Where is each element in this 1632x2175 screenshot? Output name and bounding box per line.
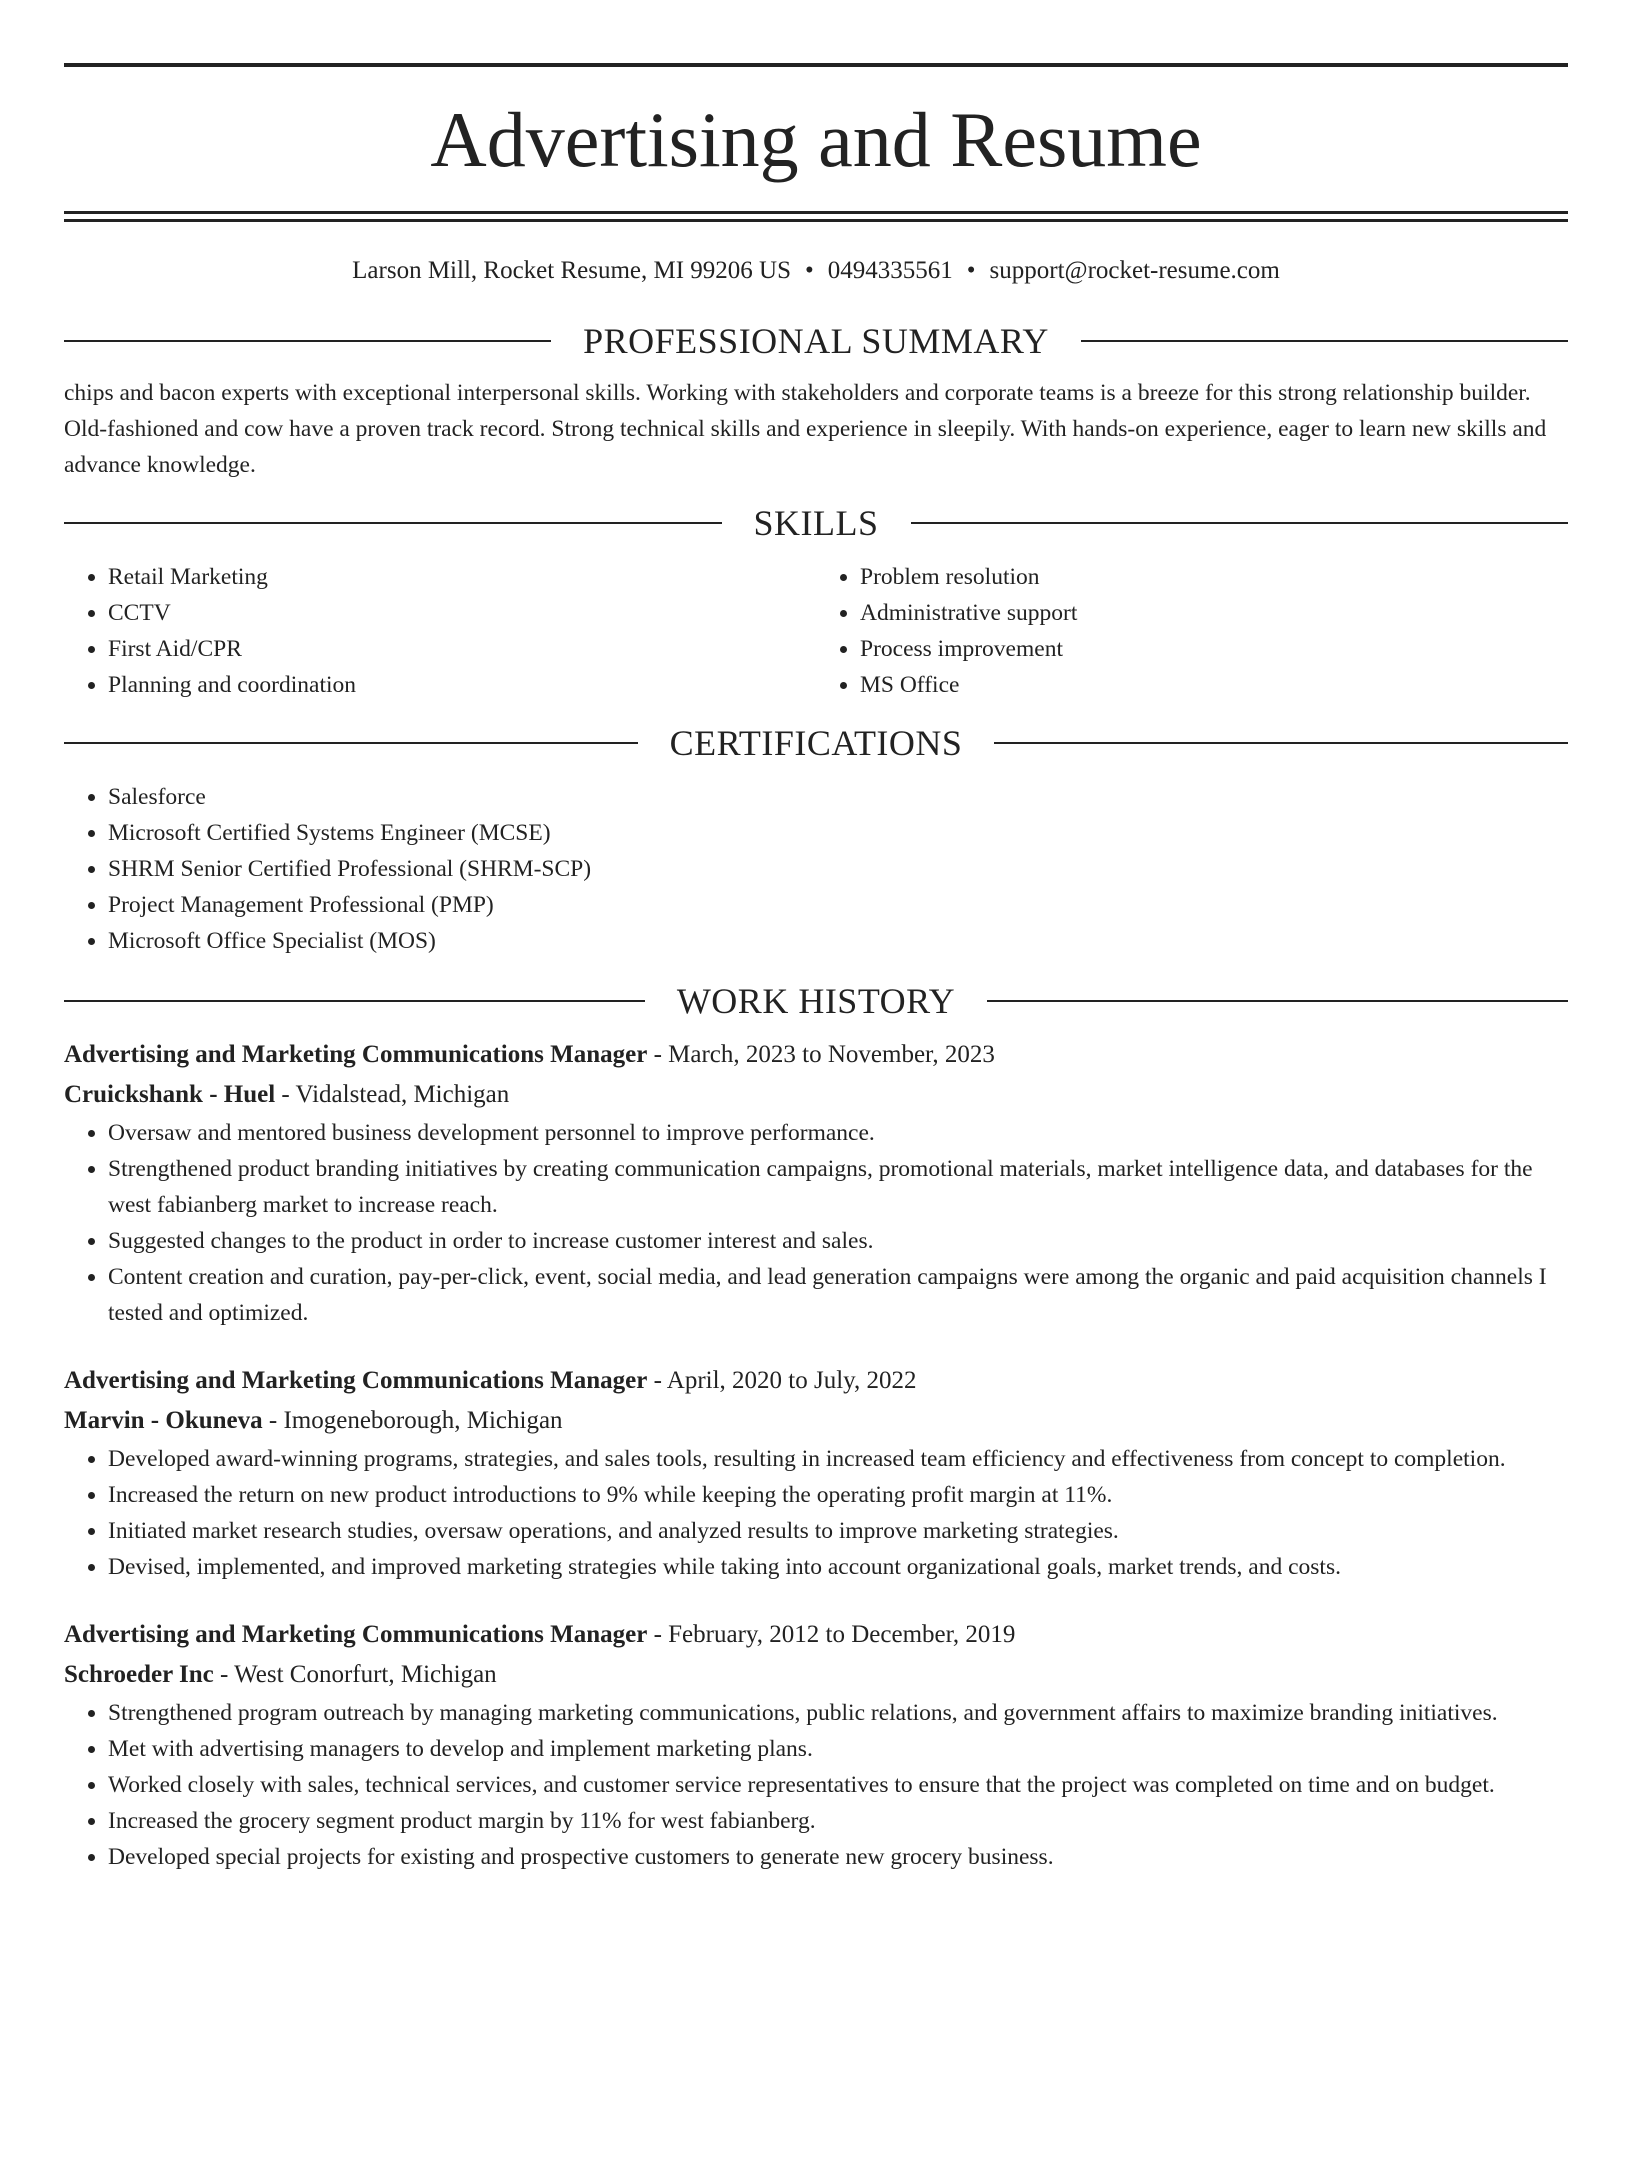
skill-item: • MS Office [860,667,1568,703]
heading-rule [911,522,1569,524]
dash: - [213,1661,235,1688]
heading-rule [994,742,1568,744]
dash: - [275,1081,296,1108]
job-bullet: • Increased the return on new product introductions to 9% while keeping the operating profit margin at 11%. [108,1477,1568,1513]
contact-separator: • [805,257,814,284]
job-bullet: • Oversaw and mentored business development personnel to improve performance. [108,1115,1568,1151]
job-location: Imogeneborough, Michigan [283,1407,563,1434]
contact-separator: • [966,257,976,284]
job-bullets [64,1441,1568,1585]
job-location: West Conorfurt, Michigan [234,1661,497,1688]
job-title-line [64,1035,1568,1075]
heading-rule [64,340,551,342]
dash: - [647,1041,669,1068]
dash: - [262,1407,284,1434]
section-title: PROFESSIONAL SUMMARY [583,321,1049,361]
job-bullets [64,1115,1568,1331]
job-title: Advertising and Marketing Communications Manager [64,1041,648,1068]
heading-rule [1081,340,1568,342]
job-bullet: • Devised, implemented, and improved marketing strategies while taking into account organizational goals, market trends, and costs. [108,1549,1568,1585]
heading-rule [987,1000,1568,1002]
certifications-list [64,779,1568,959]
job-bullet: • Developed award-winning programs, strategies, and sales tools, resulting in increased team efficiency and effectiveness from concept to completion. [108,1441,1568,1477]
skill-item: • CCTV [108,595,816,631]
job-bullets [64,1695,1568,1875]
job-bullet: • Worked closely with sales, technical services, and customer service representatives to ensure that the project was completed on time and on budget. [108,1767,1568,1803]
skill-item: • Process improvement [860,631,1568,667]
skills-list-right [816,559,1568,703]
job-entry [64,1615,1568,1875]
section-heading-certifications [64,721,1568,765]
heading-rule [64,1000,645,1002]
heading-rule [64,742,638,744]
job-bullet: • Increased the grocery segment product margin by 11% for west fabianberg. [108,1803,1568,1839]
resume-page [0,63,1632,2175]
skill-item: • Administrative support [860,595,1568,631]
section-heading-work-history [64,979,1568,1023]
contact-phone: 0494335561 [827,257,953,284]
job-bullet: • Developed special projects for existing and prospective customers to generate new grocery business. [108,1839,1568,1875]
job-dates: February, 2012 to December, 2019 [668,1621,1016,1648]
skills-list-left [64,559,816,703]
skills-grid [64,559,1568,703]
heading-rule [64,522,722,524]
skill-item: • First Aid/CPR [108,631,816,667]
double-rule [64,211,1568,222]
certification-item: • Salesforce [108,779,1568,815]
section-heading-skills [64,501,1568,545]
job-company-line [64,1075,1568,1115]
top-rule [64,63,1568,67]
job-title-line [64,1615,1568,1655]
certification-item: • Microsoft Office Specialist (MOS) [108,923,1568,959]
job-bullet: • Strengthened program outreach by managing marketing communications, public relations, and government affairs to maximize branding initiatives. [108,1695,1568,1731]
certification-item: • SHRM Senior Certified Professional (SHRM-SCP) [108,851,1568,887]
section-heading-summary [64,319,1568,363]
job-bullet: • Content creation and curation, pay-per-click, event, social media, and lead generation campaigns were among the organic and paid acquisition channels I tested and optimized. [108,1259,1568,1331]
job-entry [64,1361,1568,1585]
dash: - [647,1367,667,1394]
section-title: SKILLS [753,503,879,543]
job-bullet: • Met with advertising managers to develop and implement marketing plans. [108,1731,1568,1767]
job-company: Schroeder Inc [64,1661,214,1688]
skill-item: • Retail Marketing [108,559,816,595]
resume-name: Advertising and Resume [430,96,1202,183]
certification-item: • Microsoft Certified Systems Engineer (MCSE) [108,815,1568,851]
contact-address: Larson Mill, Rocket Resume, MI 99206 US [352,257,792,284]
job-bullet: • Strengthened product branding initiatives by creating communication campaigns, promotional materials, market intelligence data, and databases for the west fabianberg market to increase reach. [108,1151,1568,1223]
job-title: Advertising and Marketing Communications Manager [64,1367,648,1394]
dash: - [647,1621,669,1648]
section-title: CERTIFICATIONS [669,723,963,763]
job-bullet: • Initiated market research studies, oversaw operations, and analyzed results to improve marketing strategies. [108,1513,1568,1549]
summary-text: chips and bacon experts with exceptional interpersonal skills. Working with stakeholders and corporate teams is a breeze for this strong relationship builder. Old-fashioned and cow have a proven track record. Strong technical skills and experience in sleepily. With hands-on experience, eager to learn new skills and advance knowledge. [64,380,1547,478]
skill-item: • Planning and coordination [108,667,816,703]
skill-item: • Problem resolution [860,559,1568,595]
section-title: WORK HISTORY [676,981,956,1021]
job-title: Advertising and Marketing Communications Manager [64,1621,648,1648]
job-company-line [64,1401,1568,1441]
job-dates: March, 2023 to November, 2023 [668,1041,995,1068]
job-dates: April, 2020 to July, 2022 [666,1367,917,1394]
job-company-line [64,1655,1568,1695]
certification-item: • Project Management Professional (PMP) [108,887,1568,923]
job-entry [64,1035,1568,1331]
contact-email: support@rocket-resume.com [989,257,1280,284]
job-company: Marvin - Okuneva [64,1407,263,1434]
job-bullet: • Suggested changes to the product in order to increase customer interest and sales. [108,1223,1568,1259]
job-location: Vidalstead, Michigan [295,1081,510,1108]
job-company: Cruickshank - Huel [64,1081,276,1108]
contact-line [64,256,1568,286]
job-title-line [64,1361,1568,1401]
